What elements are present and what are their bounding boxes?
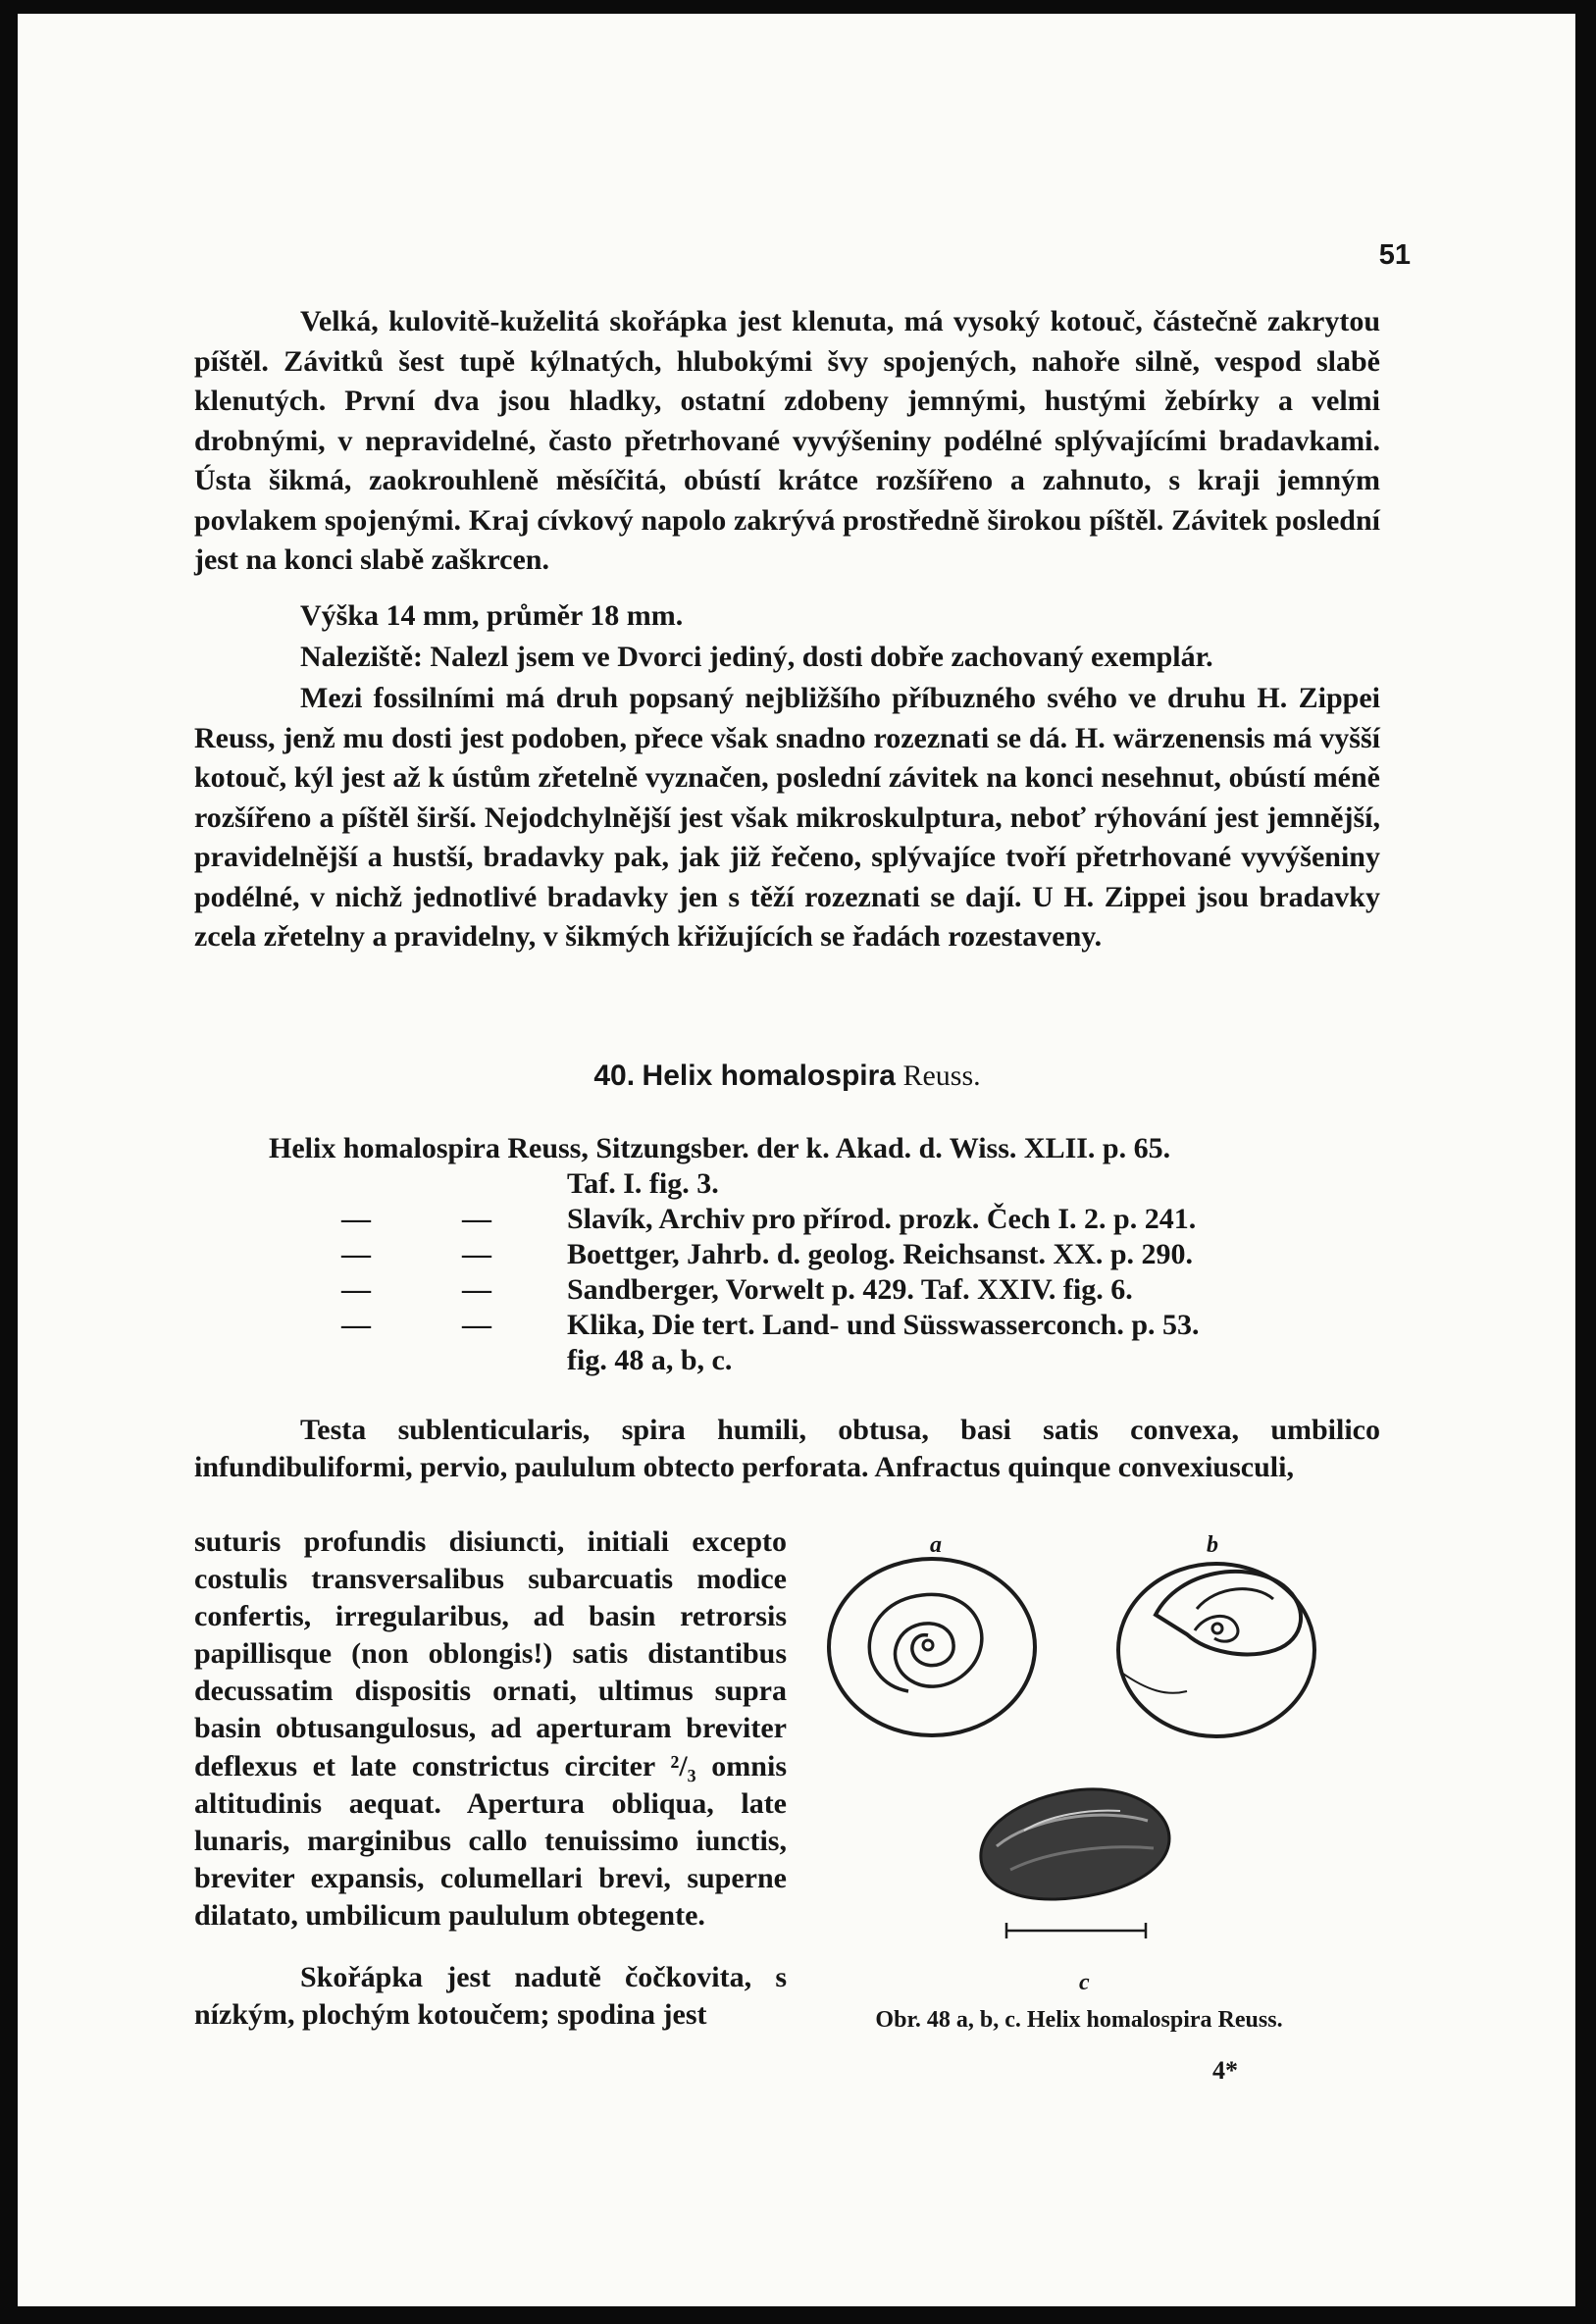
species-heading xyxy=(194,1059,1380,1093)
shell-profile-view-c xyxy=(981,1789,1169,1938)
ditto-dash: — xyxy=(341,1238,371,1270)
ditto-dash: — xyxy=(462,1238,491,1270)
dimensions-paragraph: Výška 14 mm, průměr 18 mm. xyxy=(300,599,684,632)
latin-diagnosis-column: suturis profundis disiuncti, initiali excepto costulis transversalibus subarcuatis modice confertis, irregularibus, ad basin retrorsis papillisque (non oblongis!) satis distantibus decussatim dispositis ornati, ultimus supra basin obtusangulosus, ad aperturam breviter deflexus et late constrictus circiter ²/₃ omnis altitudinis aequat. Apertura obliqua, late lunaris, marginibus callo tenuissimo iunctis, breviter expansis, columellari brevi, superne dilatato, umbilicum paululum obtegente. xyxy=(194,1525,787,1932)
ditto-dash: — xyxy=(341,1273,371,1306)
comparison-paragraph: Mezi fossilními má druh popsaný nejbližšího příbuzného svého ve druhu H. Zippei Reuss, jenž mu dosti jest podoben, přece však snadno rozeznati se dá. H. wärzenensis má vyšší kotouč, kýl jest až k ústům zřetelně vyznačen, poslední závitek na konci nesehnut, obústí méně rozšířeno a píštěl širší. Nejodchylnější jest však mikroskulptura, neboť rýhování jest jemnější, pravidelnější a hustší, bradavky pak, jak již řečeno, splývajíce tvoří přetrhované vyvýšeniny podélné, v nichž jednotlivé bradavky jen s těží rozeznati se dají. U H. Zippei jsou bradavky zcela zřetelny a pravidelny, v šikmých křižujících se řadách rozestaveny. xyxy=(194,682,1380,953)
ditto-dash: — xyxy=(462,1309,491,1341)
synonymy-entry: Sandberger, Vorwelt p. 429. Taf. XXIV. fig. 6. xyxy=(567,1273,1133,1306)
species-number: 40. xyxy=(593,1059,636,1092)
ditto-dash: — xyxy=(462,1273,491,1306)
synonymy-entry: Slavík, Archiv pro přírod. prozk. Čech I. 2. p. 241. xyxy=(567,1203,1197,1235)
synonymy-first-continuation: Taf. I. fig. 3. xyxy=(567,1167,719,1200)
description-paragraph: Velká, kulovitě-kuželitá skořápka jest klenuta, má vysoký kotouč, částečně zakrytou píštěl. Závitků šest tupě kýlnatých, hlubokými švy spojených, nahoře silně, vespod slabě klenutých. První dva jsou hladky, ostatní zdobeny jemnými, hustými žebírky a velmi drobnými, v nepravidelné, často přetrhované vyvýšeniny podélné splývajícími bradavkami. Ústa šikmá, zaokrouhleně měsíčitá, obústí krátce rozšířeno a zahnuto, s kraji jemným povlakem spojenými. Kraj cívkový napolo zakrývá prostředně širokou píštěl. Závitek poslední jest na konci slabě zaškrcen. xyxy=(194,305,1380,576)
figure-label-b: b xyxy=(1207,1532,1218,1558)
species-author: Reuss. xyxy=(902,1059,981,1092)
shell-top-view-a xyxy=(829,1559,1035,1735)
latin-diagnosis-full-width: Testa sublenticularis, spira humili, obtusa, basi satis convexa, umbilico infundibuliformi, pervio, paululum obtecto perforata. Anfractus quinque convexiusculi, xyxy=(194,1414,1380,1483)
page-number: 51 xyxy=(1378,239,1411,271)
figure-label-a: a xyxy=(930,1532,942,1558)
ditto-dash: — xyxy=(341,1309,371,1341)
czech-description-start: Skořápka jest nadutě čočkovita, s nízkým, plochým kotoučem; spodina jest xyxy=(194,1961,787,2031)
printer-signature: 4* xyxy=(1212,2056,1238,2085)
ditto-dash: — xyxy=(341,1203,371,1235)
locality-paragraph: Naleziště: Nalezl jsem ve Dvorci jediný, dosti dobře zachovaný exemplár. xyxy=(300,641,1213,673)
species-name: Helix homalospira xyxy=(642,1059,896,1092)
shell-side-view-b xyxy=(1118,1564,1314,1736)
synonymy-entry: Boettger, Jahrb. d. geolog. Reichsanst. XX. p. 290. xyxy=(567,1238,1194,1270)
book-page xyxy=(18,14,1575,2306)
synonymy-last-continuation: fig. 48 a, b, c. xyxy=(567,1344,733,1376)
figure-caption: Obr. 48 a, b, c. Helix homalospira Reuss. xyxy=(875,2007,1283,2033)
shell-figure xyxy=(814,1524,1344,1995)
synonymy-first-line: Helix homalospira Reuss, Sitzungsber. der k. Akad. d. Wiss. XLII. p. 65. xyxy=(269,1132,1171,1164)
ditto-dash: — xyxy=(462,1203,491,1235)
figure-label-c: c xyxy=(1079,1970,1090,1995)
synonymy-entry: Klika, Die tert. Land- und Süsswasserconch. p. 53. xyxy=(567,1309,1200,1341)
